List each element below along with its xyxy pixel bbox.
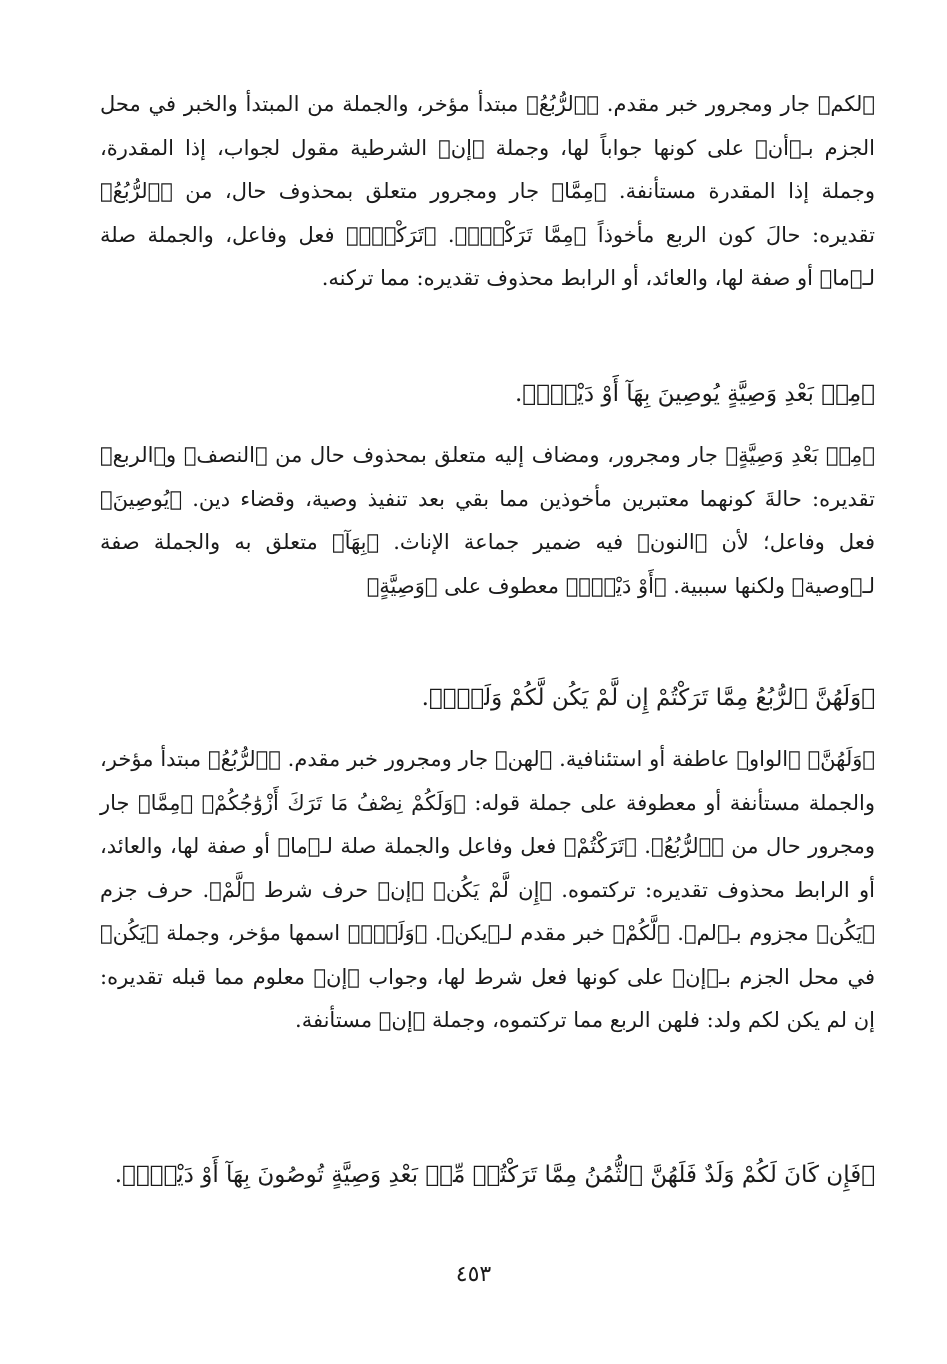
commentary-paragraph-1: ﴿لكم﴾ جار ومجرور خبر مقدم. ﴿ٱلرُّبُعُ﴾ مبتدأ مؤخر، والجملة من المبتدأ والخبر في محل الجزم بـ﴿أن﴾ على كونها جواباً لها، وجملة ﴿إن﴾ الشرطية مقول لجواب، إذا المقدرة، وجملة إذا المقدرة مستأنفة. ﴿مِمَّا﴾ جار ومجرور متعلق بمحذوف حال، من ﴿ٱلرُّبُعُ﴾ تقديره: حالَ كون الربع مأخوذاً ﴿مِمَّا تَرَكْنَۚ﴾. ﴿تَرَكْنَۚ﴾ فعل وفاعل، والجملة صلة لـ﴿ما﴾ أو صفة لها، والعائد، أو الرابط محذوف تقديره: مما تركنه. bbox=[100, 92, 875, 290]
quran-verse-1: ﴿مِنۢ بَعْدِ وَصِيَّةٍ يُوصِينَ بِهَآ أَوْ دَيْنٍۚ﴾. bbox=[514, 381, 875, 407]
quran-verse-2: ﴿وَلَهُنَّ ٱلرُّبُعُ مِمَّا تَرَكْتُمْ إِن لَّمْ يَكُن لَّكُمْ وَلَدٌۚ﴾. bbox=[421, 685, 875, 711]
page-number: ٤٥٣ bbox=[455, 1262, 492, 1287]
quran-verse-3: ﴿فَإِن كَانَ لَكُمْ وَلَدٌ فَلَهُنَّ ٱلثُّمُنُ مِمَّا تَرَكْتُمۚ مِّنۢ بَعْدِ وَصِيَّةٍ تُوصُونَ بِهَآ أَوْ دَيْنٍۗ﴾. bbox=[114, 1162, 875, 1188]
commentary-paragraph-2: ﴿مِنۢ بَعْدِ وَصِيَّةٍ﴾ جار ومجرور، ومضاف إليه متعلق بمحذوف حال من ﴿النصف﴾ و﴿الربع﴾ تقديره: حالةَ كونهما معتبرين مأخوذين مما بقي بعد تنفيذ وصية، وقضاء دين. ﴿يُوصِينَ﴾ فعل وفاعل؛ لأن ﴿النون﴾ فيه ضمير جماعة الإناث. ﴿بِهَآ﴾ متعلق به والجملة صفة لـ﴿وصية﴾ ولكنها سببية. ﴿أَوْ دَيْنٍۚ﴾ معطوف على ﴿وَصِيَّةٍ﴾ bbox=[100, 443, 875, 598]
commentary-paragraph-3: ﴿وَلَهُنَّ﴾ ﴿الواو﴾ عاطفة أو استئنافية. ﴿لهن﴾ جار ومجرور خبر مقدم. ﴿ٱلرُّبُعُ﴾ مبتدأ مؤخر، والجملة مستأنفة أو معطوفة على جملة قوله: ﴿وَلَكُمْ نِصْفُ مَا تَرَكَ أَزْوَٰجُكُمْ﴾ ﴿مِمَّا﴾ جار ومجرور حال من ﴿ٱلرُّبُعُ﴾. ﴿تَرَكْتُمْ﴾ فعل وفاعل والجملة صلة لـ﴿ما﴾ أو صفة لها، والعائد، أو الرابط محذوف تقديره: تركتموه. ﴿إِن لَّمْ يَكُن﴾ ﴿إن﴾ حرف شرط ﴿لَّمْ﴾. حرف جزم ﴿يَكُن﴾ مجزوم بـ﴿لم﴾. ﴿لَّكُمْ﴾ خبر مقدم لـ﴿يكن﴾. ﴿وَلَدٌۚ﴾ اسمها مؤخر، وجملة ﴿يَكُن﴾ في محل الجزم بـ﴿إن﴾ على كونها فعل شرط لها، وجواب ﴿إن﴾ معلوم مما قبله تقديره: إن لم يكن لكم ولد: فلهن الربع مما تركتموه، وجملة ﴿إن﴾ مستأنفة. bbox=[100, 747, 875, 1032]
